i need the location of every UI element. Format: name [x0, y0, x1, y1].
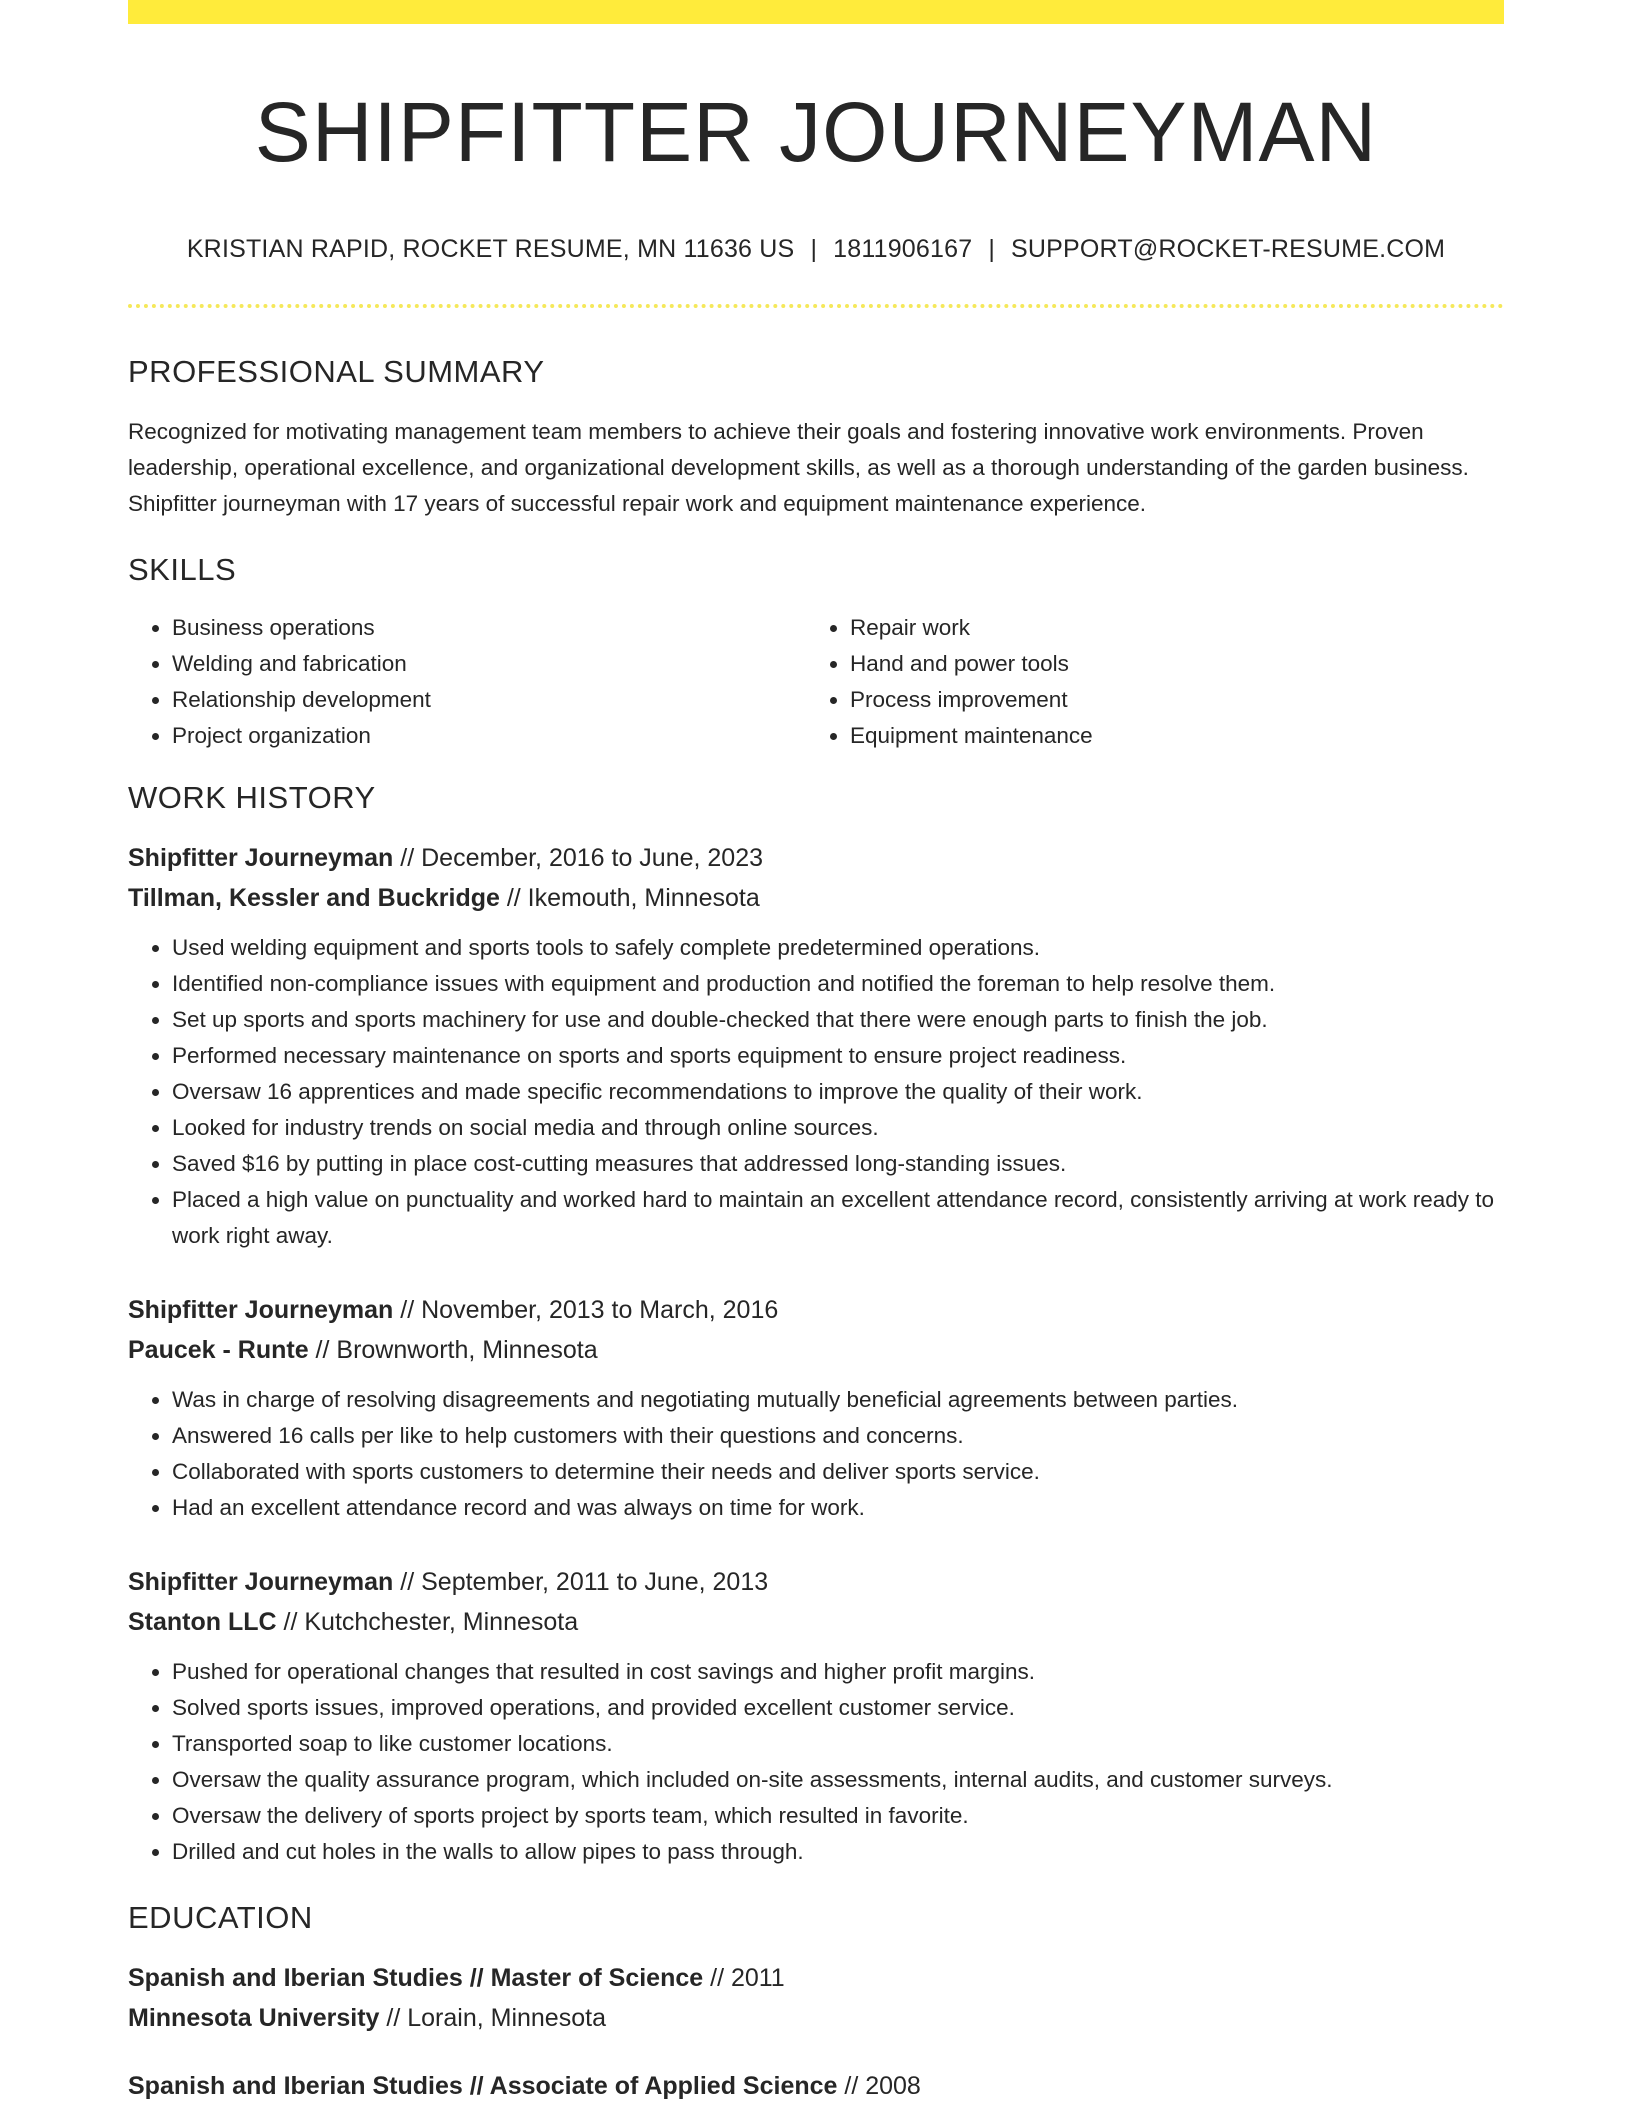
job-company: Paucek - Runte — [128, 1336, 309, 1364]
education-entry — [128, 1958, 1504, 2038]
summary-text: Recognized for motivating management team members to achieve their goals and fostering innovative work environments. Proven leadership, operational excellence, and organizational development skills, as well as a thorough understanding of the garden business. Shipfitter journeyman with 17 years of successful repair work and equipment maintenance experience. — [128, 419, 1469, 516]
job-bullet: • Pushed for operational changes that resulted in cost savings and higher profit margins. — [172, 1654, 1504, 1690]
skill-item: • Repair work — [850, 610, 1484, 646]
job-role: Shipfitter Journeyman — [128, 1568, 394, 1596]
job-bullet: • Oversaw 16 apprentices and made specific recommendations to improve the quality of their work. — [172, 1074, 1504, 1110]
skills-column-left — [128, 610, 806, 754]
skill-item: • Hand and power tools — [850, 646, 1484, 682]
job-bullet: • Used welding equipment and sports tools to safely complete predetermined operations. — [172, 930, 1504, 966]
skills-list — [128, 610, 1504, 754]
job-bullet: • Collaborated with sports customers to determine their needs and deliver sports service. — [172, 1454, 1504, 1490]
education-year: // 2011 — [703, 1964, 785, 1992]
job-bullet: • Was in charge of resolving disagreements and negotiating mutually beneficial agreements between parties. — [172, 1382, 1504, 1418]
job-bullet: • Drilled and cut holes in the walls to allow pipes to pass through. — [172, 1834, 1504, 1870]
work-history-heading: WORK HISTORY — [128, 780, 376, 815]
job-role: Shipfitter Journeyman — [128, 844, 394, 872]
job-location: // Kutchchester, Minnesota — [276, 1608, 579, 1636]
job-bullets — [128, 1382, 1504, 1526]
job-location: // Brownworth, Minnesota — [308, 1336, 598, 1364]
job-bullet: • Solved sports issues, improved operations, and provided excellent customer service. — [172, 1690, 1504, 1726]
education-degree: Spanish and Iberian Studies // Master of Science — [128, 1964, 704, 1992]
job-entry — [128, 1290, 1504, 1526]
skill-item: • Welding and fabrication — [172, 646, 806, 682]
job-bullet: • Identified non-compliance issues with equipment and production and notified the foreman to help resolve them. — [172, 966, 1504, 1002]
contact-separator: | — [988, 235, 996, 263]
skills-heading: SKILLS — [128, 552, 237, 587]
skill-item: • Equipment maintenance — [850, 718, 1484, 754]
job-company-line — [128, 1330, 1504, 1370]
job-bullet: • Oversaw the quality assurance program, which included on-site assessments, internal audits, and customer surveys. — [172, 1762, 1504, 1798]
education-degree: Spanish and Iberian Studies // Associate of Applied Science — [128, 2072, 838, 2100]
job-role-line — [128, 1290, 1504, 1330]
job-dates: // September, 2011 to June, 2013 — [393, 1568, 769, 1596]
contact-phone: 1811906167 — [833, 235, 973, 263]
education-entry — [128, 2066, 1504, 2106]
job-bullet: • Had an excellent attendance record and was always on time for work. — [172, 1490, 1504, 1526]
contact-line — [128, 234, 1504, 264]
job-company: Stanton LLC — [128, 1608, 277, 1636]
education-school-line — [128, 1998, 1504, 2038]
job-bullet: • Answered 16 calls per like to help customers with their questions and concerns. — [172, 1418, 1504, 1454]
education-degree-line — [128, 2066, 1504, 2106]
skill-item: • Project organization — [172, 718, 806, 754]
job-dates: // November, 2013 to March, 2016 — [393, 1296, 779, 1324]
contact-address: KRISTIAN RAPID, ROCKET RESUME, MN 11636 US — [186, 235, 795, 263]
education-degree-line — [128, 1958, 1504, 1998]
contact-email: SUPPORT@ROCKET-RESUME.COM — [1011, 235, 1446, 263]
job-role-line — [128, 1562, 1504, 1602]
job-entry — [128, 1562, 1504, 1870]
job-bullet: • Oversaw the delivery of sports project by sports team, which resulted in favorite. — [172, 1798, 1504, 1834]
job-bullet: • Saved $16 by putting in place cost-cutting measures that addressed long-standing issues. — [172, 1146, 1504, 1182]
dotted-divider — [128, 304, 1504, 308]
job-bullet: • Performed necessary maintenance on sports and sports equipment to ensure project readiness. — [172, 1038, 1504, 1074]
job-company-line — [128, 878, 1504, 918]
job-bullet: • Looked for industry trends on social media and through online sources. — [172, 1110, 1504, 1146]
job-company: Tillman, Kessler and Buckridge — [128, 884, 500, 912]
page-title: SHIPFITTER JOURNEYMAN — [254, 85, 1378, 179]
job-bullets — [128, 1654, 1504, 1870]
education-year: // 2008 — [837, 2072, 921, 2100]
resume-page — [128, 0, 1504, 2106]
accent-bar — [128, 0, 1504, 24]
job-company-line — [128, 1602, 1504, 1642]
contact-separator: | — [810, 235, 818, 263]
skills-column-right — [806, 610, 1484, 754]
job-role-line — [128, 838, 1504, 878]
education-school: Minnesota University — [128, 2004, 380, 2032]
summary-heading: PROFESSIONAL SUMMARY — [128, 354, 545, 389]
education-location: // Lorain, Minnesota — [379, 2004, 606, 2032]
job-location: // Ikemouth, Minnesota — [499, 884, 760, 912]
education-heading: EDUCATION — [128, 1900, 313, 1935]
skill-item: • Process improvement — [850, 682, 1484, 718]
job-bullet: • Set up sports and sports machinery for use and double-checked that there were enough parts to finish the job. — [172, 1002, 1504, 1038]
job-entry — [128, 838, 1504, 1254]
job-role: Shipfitter Journeyman — [128, 1296, 394, 1324]
skill-item: • Business operations — [172, 610, 806, 646]
job-bullet: • Transported soap to like customer locations. — [172, 1726, 1504, 1762]
skill-item: • Relationship development — [172, 682, 806, 718]
job-bullet: • Placed a high value on punctuality and worked hard to maintain an excellent attendance record, consistently arriving at work ready to work right away. — [172, 1182, 1504, 1254]
job-bullets — [128, 930, 1504, 1254]
job-dates: // December, 2016 to June, 2023 — [393, 844, 764, 872]
